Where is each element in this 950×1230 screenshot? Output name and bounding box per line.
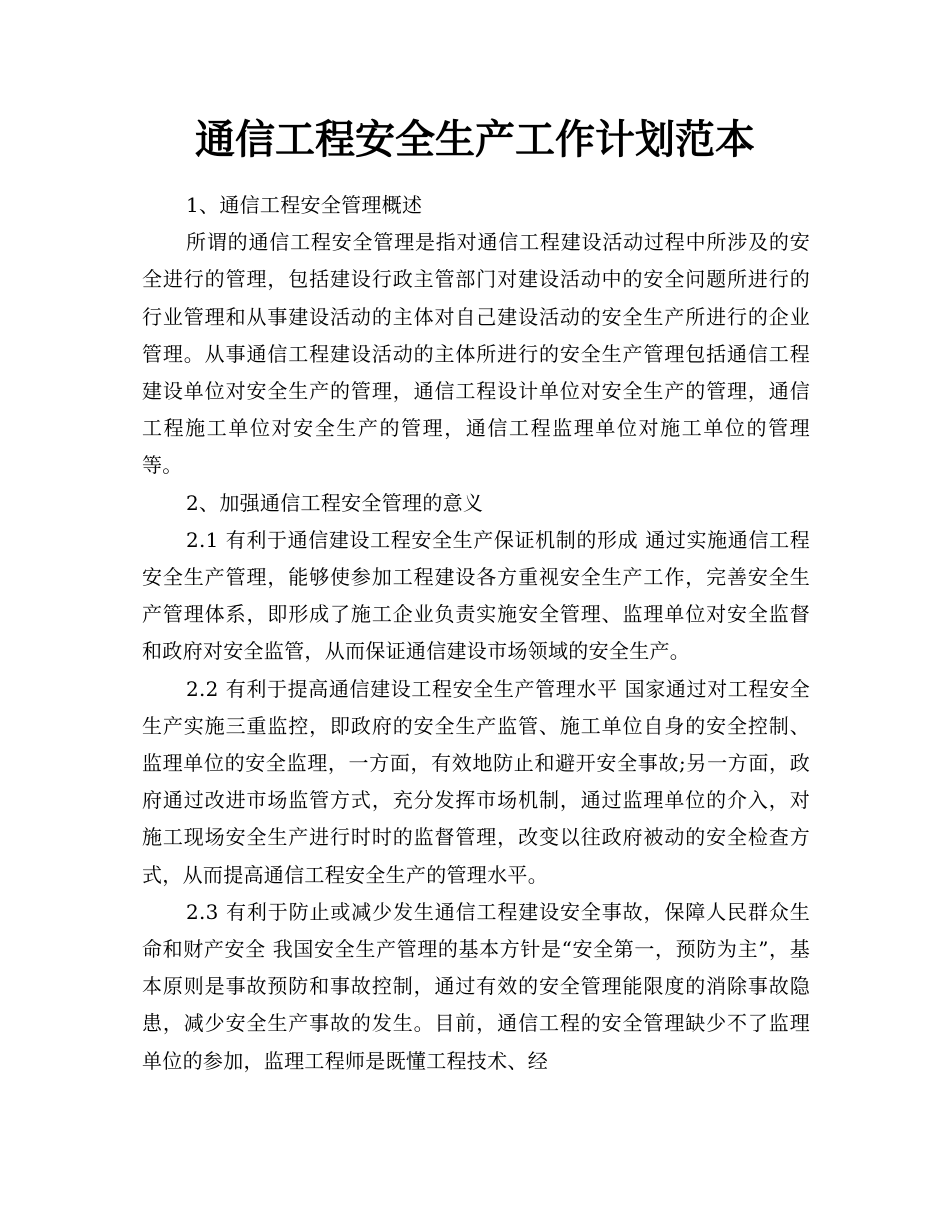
body-paragraph: 2.3 有利于防止或减少发生通信工程建设安全事故，保障人民群众生命和财产安全 我国安全生产管理的基本方针是“安全第一，预防为主”，基本原则是事故预防和事故控制，通过有效的安全管理能限度的消除事故隐患，减少安全生产事故的发生。目前，通信工程的安全管理缺少不了监理单位的参加，监理工程师是既懂工程技术、经 <box>142 899 810 1073</box>
document-title: 通信工程安全生产工作计划范本 <box>195 117 755 163</box>
body-paragraph: 2.1 有利于通信建设工程安全生产保证机制的形成 通过实施通信工程安全生产管理，能够使参加工程建设各方重视安全生产工作，完善安全生产管理体系，即形成了施工企业负责实施安全管理、监理单位对安全监督和政府对安全监管，从而保证通信建设市场领域的安全生产。 <box>142 527 810 664</box>
body-paragraph: 2.2 有利于提高通信建设工程安全生产管理水平 国家通过对工程安全生产实施三重监控，即政府的安全生产监管、施工单位自身的安全控制、监理单位的安全监理，一方面，有效地防止和避开安全事故;另一方面，政府通过改进市场监管方式，充分发挥市场机制，通过监理单位的介入，对施工现场安全生产进行时时的监督管理，改变以往政府被动的安全检查方式，从而提高通信工程安全生产的管理水平。 <box>142 676 810 887</box>
section-heading-2: 2、加强通信工程安全管理的意义 <box>186 490 484 515</box>
document-body <box>142 187 810 1080</box>
body-paragraph: 所谓的通信工程安全管理是指对通信工程建设活动过程中所涉及的安全进行的管理，包括建设行政主管部门对建设活动中的安全问题所进行的行业管理和从事建设活动的主体对自己建设活动的安全生产所进行的企业管理。从事通信工程建设活动的主体所进行的安全生产管理包括通信工程建设单位对安全生产的管理，通信工程设计单位对安全生产的管理，通信工程施工单位对安全生产的管理，通信工程监理单位对施工单位的管理等。 <box>142 230 810 478</box>
section-heading-1: 1、通信工程安全管理概述 <box>186 193 423 217</box>
